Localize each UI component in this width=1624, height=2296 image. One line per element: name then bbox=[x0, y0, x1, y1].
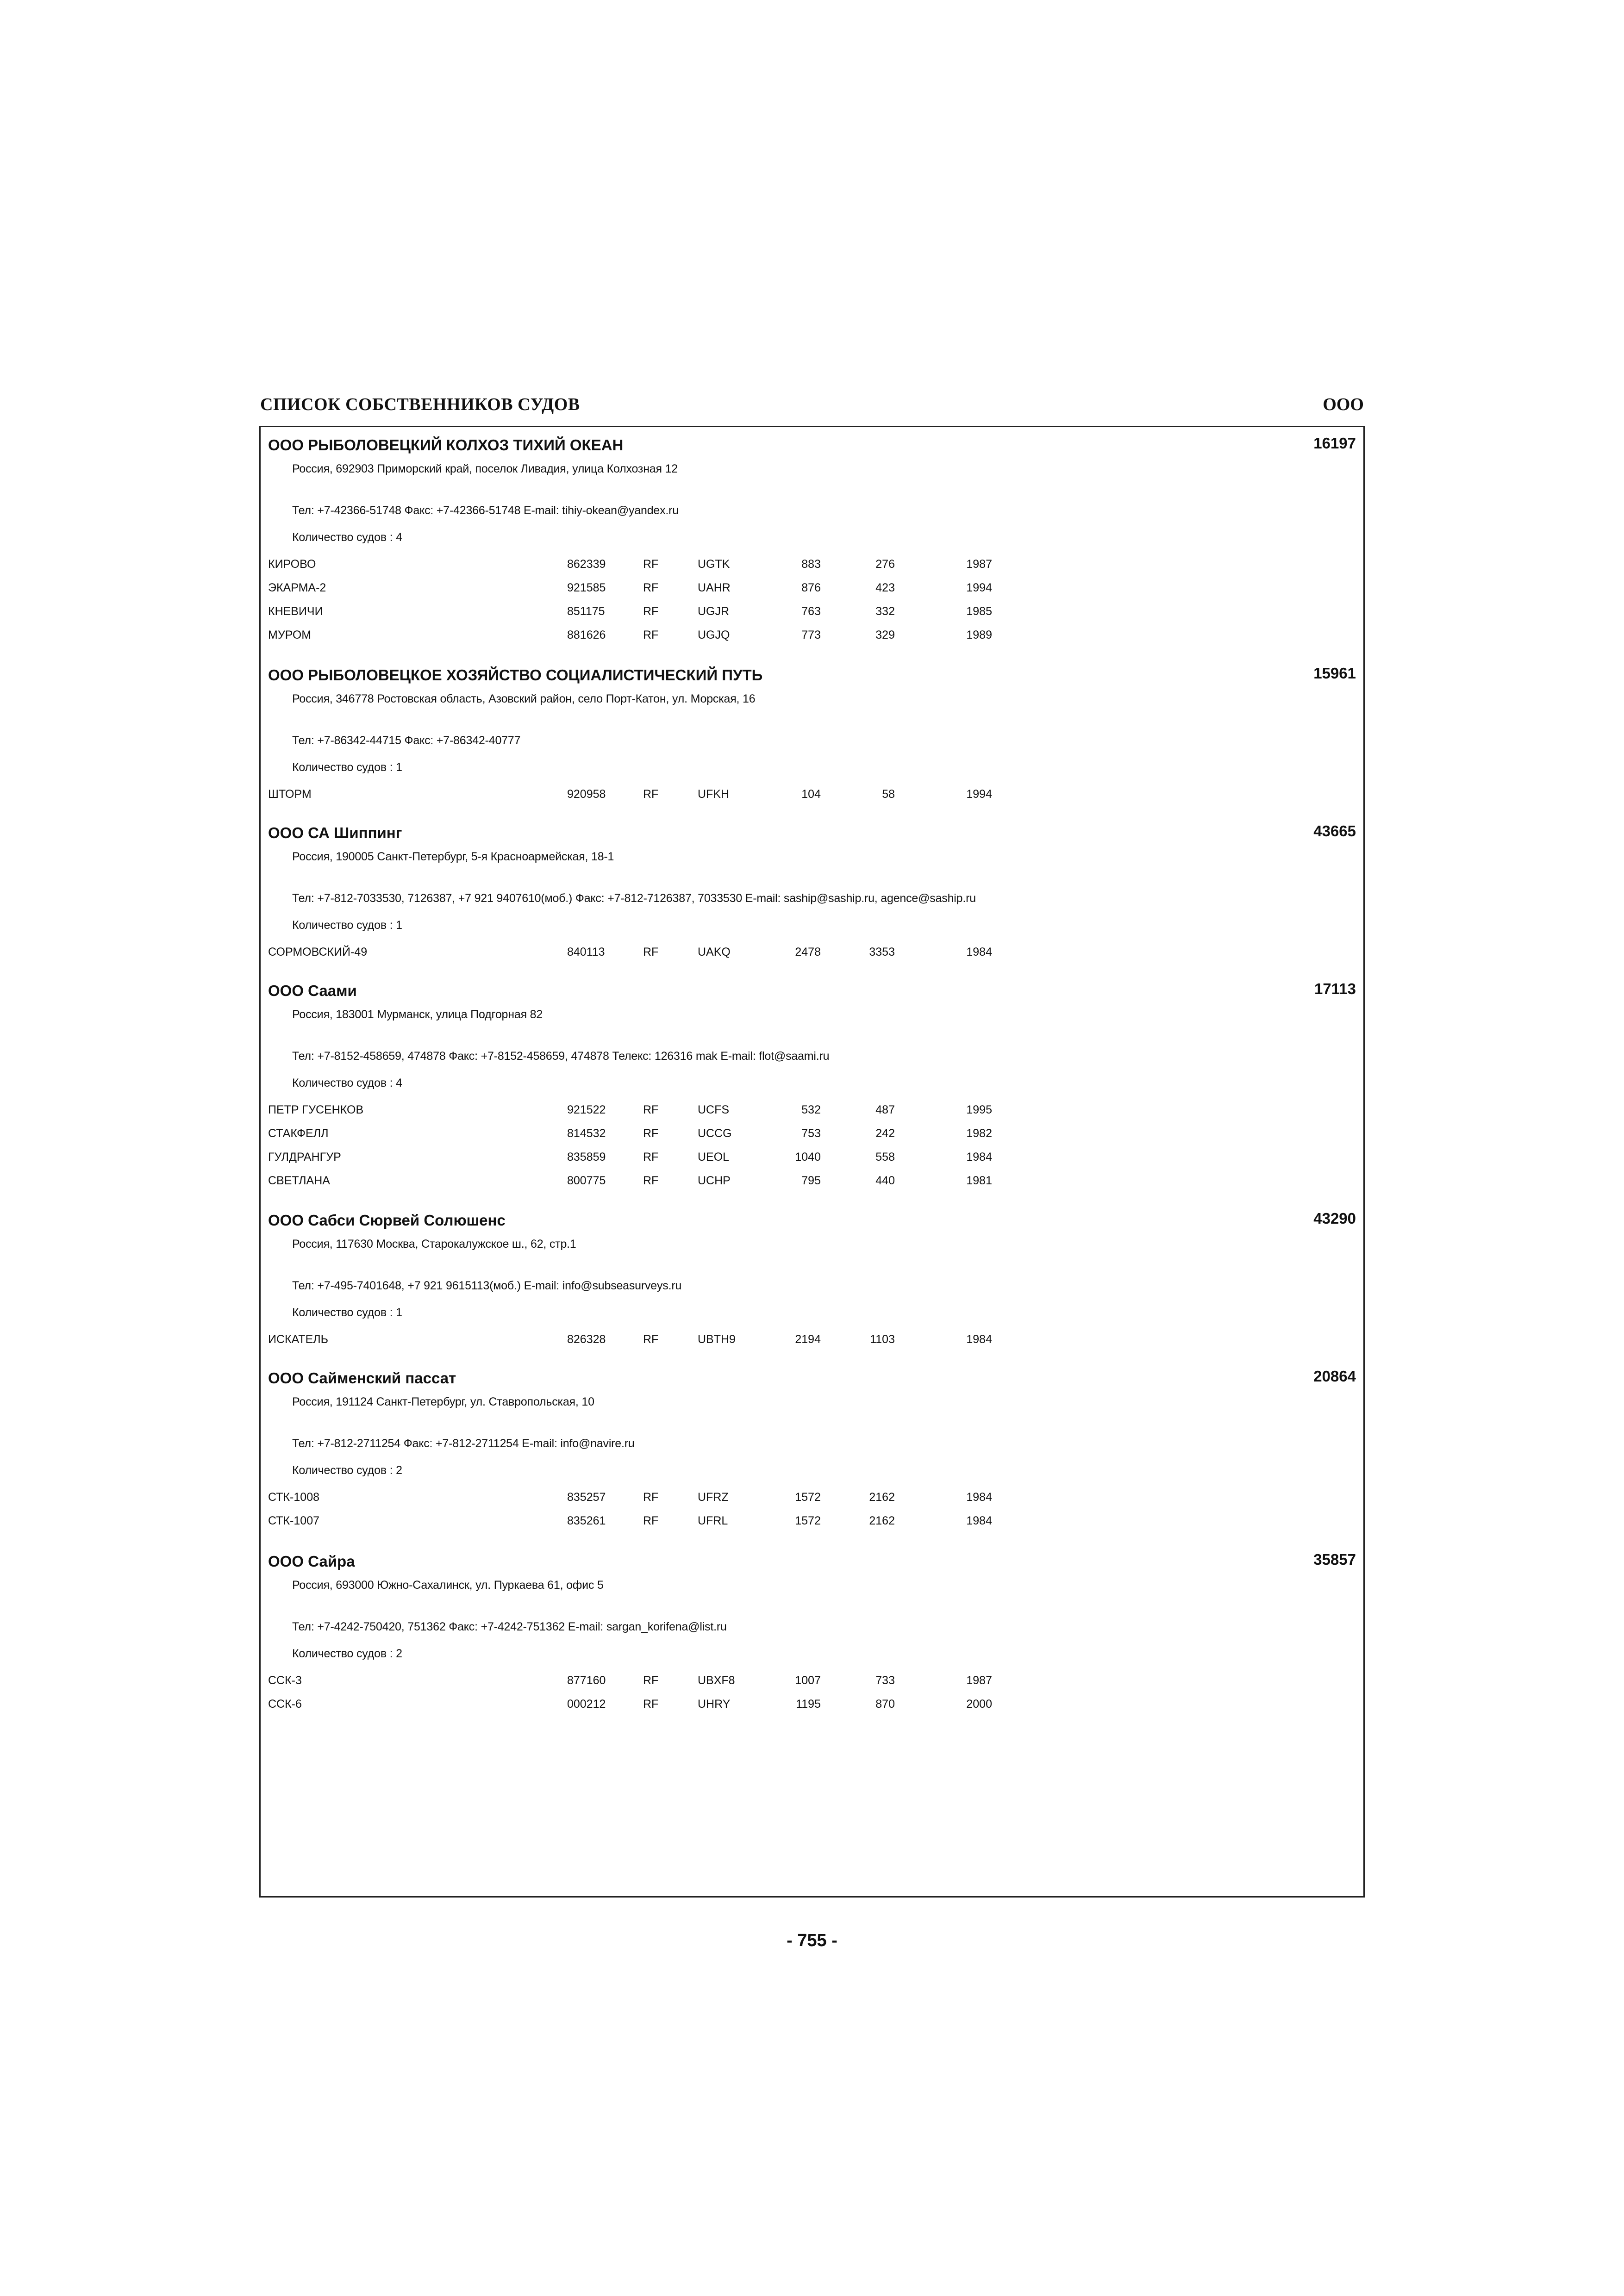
vessel-row bbox=[261, 1698, 1363, 1716]
vessel-imo: 800775 bbox=[567, 1174, 606, 1187]
vessel-callsign: UBXF8 bbox=[698, 1674, 735, 1687]
vessel-imo: 835257 bbox=[567, 1491, 606, 1504]
vessel-count: Количество судов : 1 bbox=[292, 761, 402, 774]
vessel-flag: RF bbox=[643, 628, 659, 641]
vessel-name: ИСКАТЕЛЬ bbox=[268, 1333, 329, 1346]
vessel-row bbox=[261, 1151, 1363, 1169]
vessel-callsign: UEOL bbox=[698, 1151, 730, 1164]
vessel-callsign: UGJQ bbox=[698, 628, 730, 641]
vessel-deadweight: 276 bbox=[875, 558, 895, 571]
vessel-name: ПЕТР ГУСЕНКОВ bbox=[268, 1103, 364, 1116]
vessel-callsign: UHRY bbox=[698, 1698, 731, 1711]
vessel-count: Количество судов : 1 bbox=[292, 919, 402, 932]
owner-address: Россия, 346778 Ростовская область, Азовский район, село Порт-Катон, ул. Морская, 16 bbox=[292, 692, 756, 705]
vessel-build-year: 1994 bbox=[966, 581, 992, 594]
vessel-count: Количество судов : 4 bbox=[292, 531, 402, 544]
vessel-build-year: 1984 bbox=[966, 1151, 992, 1164]
vessel-flag: RF bbox=[643, 946, 659, 958]
owner-address: Россия, 692903 Приморский край, поселок Ливадия, улица Колхозная 12 bbox=[292, 462, 678, 475]
vessel-row bbox=[261, 581, 1363, 600]
vessel-gross-tonnage: 795 bbox=[801, 1174, 821, 1187]
owner-contacts: Тел: +7-42366-51748 Факс: +7-42366-51748 E-mail: tihiy-okean@yandex.ru bbox=[292, 504, 679, 517]
vessel-build-year: 1984 bbox=[966, 1491, 992, 1504]
vessel-row bbox=[261, 1491, 1363, 1509]
vessel-deadweight: 58 bbox=[882, 788, 895, 801]
vessel-deadweight: 440 bbox=[875, 1174, 895, 1187]
vessel-callsign: UCCG bbox=[698, 1127, 732, 1140]
vessel-row bbox=[261, 1174, 1363, 1193]
vessel-callsign: UGTK bbox=[698, 558, 730, 571]
owner-name: ООО Сайра bbox=[268, 1553, 355, 1570]
owner-id: 43665 bbox=[1313, 822, 1356, 840]
vessel-callsign: UFRL bbox=[698, 1514, 728, 1527]
vessel-flag: RF bbox=[643, 605, 659, 618]
vessel-count: Количество судов : 1 bbox=[292, 1306, 402, 1319]
owner-address: Россия, 191124 Санкт-Петербург, ул. Ставропольская, 10 bbox=[292, 1395, 594, 1408]
vessel-name: ЭКАРМА-2 bbox=[268, 581, 326, 594]
vessel-imo: 851175 bbox=[567, 605, 605, 618]
vessel-gross-tonnage: 883 bbox=[801, 558, 821, 571]
vessel-gross-tonnage: 2478 bbox=[795, 946, 821, 958]
owners-frame bbox=[259, 426, 1365, 1898]
owner-id: 16197 bbox=[1313, 435, 1356, 452]
vessel-name: СТК-1008 bbox=[268, 1491, 319, 1504]
owner-name: ООО РЫБОЛОВЕЦКОЕ ХОЗЯЙСТВО СОЦИАЛИСТИЧЕСКИЙ ПУТЬ bbox=[268, 666, 763, 684]
owner-name: ООО РЫБОЛОВЕЦКИЙ КОЛХОЗ ТИХИЙ ОКЕАН bbox=[268, 436, 624, 454]
vessel-flag: RF bbox=[643, 1674, 659, 1687]
vessel-imo: 862339 bbox=[567, 558, 606, 571]
vessel-flag: RF bbox=[643, 1174, 659, 1187]
owner-id: 43290 bbox=[1313, 1210, 1356, 1227]
vessel-build-year: 1984 bbox=[966, 946, 992, 958]
vessel-name: СТК-1007 bbox=[268, 1514, 319, 1527]
vessel-count: Количество судов : 4 bbox=[292, 1076, 402, 1089]
page-header-title: СПИСОК СОБСТВЕННИКОВ СУДОВ bbox=[260, 395, 580, 414]
vessel-flag: RF bbox=[643, 788, 659, 801]
vessel-row bbox=[261, 1514, 1363, 1533]
vessel-deadweight: 1103 bbox=[870, 1333, 895, 1346]
page-number: - 755 - bbox=[787, 1931, 837, 1950]
vessel-flag: RF bbox=[643, 1333, 659, 1346]
owner-id: 20864 bbox=[1313, 1368, 1356, 1385]
vessel-flag: RF bbox=[643, 1151, 659, 1164]
vessel-build-year: 1994 bbox=[966, 788, 992, 801]
vessel-imo: 835859 bbox=[567, 1151, 606, 1164]
vessel-deadweight: 2162 bbox=[869, 1491, 895, 1504]
vessel-deadweight: 733 bbox=[875, 1674, 895, 1687]
vessel-build-year: 1989 bbox=[966, 628, 992, 641]
vessel-gross-tonnage: 753 bbox=[801, 1127, 821, 1140]
vessel-callsign: UBTH9 bbox=[698, 1333, 736, 1346]
vessel-gross-tonnage: 532 bbox=[801, 1103, 821, 1116]
vessel-name: КИРОВО bbox=[268, 558, 316, 571]
vessel-flag: RF bbox=[643, 1103, 659, 1116]
owner-contacts: Тел: +7-4242-750420, 751362 Факс: +7-4242-751362 E-mail: sargan_korifena@list.ru bbox=[292, 1620, 727, 1633]
vessel-imo: 814532 bbox=[567, 1127, 606, 1140]
owner-id: 35857 bbox=[1313, 1551, 1356, 1568]
vessel-flag: RF bbox=[643, 1514, 659, 1527]
vessel-gross-tonnage: 763 bbox=[801, 605, 821, 618]
vessel-build-year: 2000 bbox=[966, 1698, 992, 1711]
vessel-row bbox=[261, 788, 1363, 806]
vessel-imo: 920958 bbox=[567, 788, 606, 801]
vessel-gross-tonnage: 876 bbox=[801, 581, 821, 594]
owner-address: Россия, 183001 Мурманск, улица Подгорная 82 bbox=[292, 1008, 543, 1021]
vessel-row bbox=[261, 605, 1363, 623]
vessel-deadweight: 558 bbox=[875, 1151, 895, 1164]
vessel-count: Количество судов : 2 bbox=[292, 1464, 402, 1477]
vessel-gross-tonnage: 1572 bbox=[795, 1491, 821, 1504]
vessel-flag: RF bbox=[643, 581, 659, 594]
vessel-imo: 921585 bbox=[567, 581, 606, 594]
owner-name: ООО СА Шиппинг bbox=[268, 824, 402, 841]
owner-name: ООО Сайменский пассат bbox=[268, 1369, 456, 1387]
vessel-gross-tonnage: 1040 bbox=[795, 1151, 821, 1164]
page-header-section: ООО bbox=[1323, 395, 1364, 414]
vessel-build-year: 1984 bbox=[966, 1333, 992, 1346]
owner-address: Россия, 117630 Москва, Старокалужское ш., 62, стр.1 bbox=[292, 1238, 576, 1251]
vessel-deadweight: 242 bbox=[875, 1127, 895, 1140]
vessel-gross-tonnage: 1007 bbox=[795, 1674, 821, 1687]
vessel-imo: 826328 bbox=[567, 1333, 606, 1346]
vessel-gross-tonnage: 104 bbox=[801, 788, 821, 801]
vessel-build-year: 1984 bbox=[966, 1514, 992, 1527]
vessel-imo: 000212 bbox=[567, 1698, 606, 1711]
vessel-flag: RF bbox=[643, 1698, 659, 1711]
owner-address: Россия, 190005 Санкт-Петербург, 5-я Красноармейская, 18-1 bbox=[292, 850, 614, 863]
vessel-callsign: UGJR bbox=[698, 605, 730, 618]
vessel-gross-tonnage: 1572 bbox=[795, 1514, 821, 1527]
vessel-name: СВЕТЛАНА bbox=[268, 1174, 330, 1187]
vessel-imo: 881626 bbox=[567, 628, 606, 641]
vessel-name: ССК-6 bbox=[268, 1698, 302, 1711]
owner-contacts: Тел: +7-812-2711254 Факс: +7-812-2711254 E-mail: info@navire.ru bbox=[292, 1437, 635, 1450]
vessel-imo: 921522 bbox=[567, 1103, 606, 1116]
vessel-row bbox=[261, 628, 1363, 647]
vessel-build-year: 1981 bbox=[966, 1174, 992, 1187]
vessel-name: СОРМОВСКИЙ-49 bbox=[268, 946, 368, 958]
owner-contacts: Тел: +7-812-7033530, 7126387, +7 921 9407610(моб.) Факс: +7-812-7126387, 7033530 E-mail: saship@saship.ru, agence@saship.ru bbox=[292, 892, 976, 905]
vessel-count: Количество судов : 2 bbox=[292, 1647, 402, 1660]
vessel-build-year: 1995 bbox=[966, 1103, 992, 1116]
vessel-gross-tonnage: 1195 bbox=[796, 1698, 821, 1711]
vessel-name: СТАКФЕЛЛ bbox=[268, 1127, 329, 1140]
owner-name: ООО Саами bbox=[268, 982, 357, 999]
vessel-deadweight: 2162 bbox=[869, 1514, 895, 1527]
owner-contacts: Тел: +7-495-7401648, +7 921 9615113(моб.) E-mail: info@subseasurveys.ru bbox=[292, 1279, 682, 1292]
vessel-row bbox=[261, 558, 1363, 576]
vessel-callsign: UCFS bbox=[698, 1103, 730, 1116]
vessel-callsign: UFKH bbox=[698, 788, 730, 801]
owner-name: ООО Сабси Сюрвей Солюшенс bbox=[268, 1212, 506, 1229]
vessel-deadweight: 423 bbox=[875, 581, 895, 594]
vessel-row bbox=[261, 1333, 1363, 1351]
vessel-imo: 877160 bbox=[567, 1674, 606, 1687]
vessel-name: ШТОРМ bbox=[268, 788, 312, 801]
owner-id: 15961 bbox=[1313, 665, 1356, 682]
owner-id: 17113 bbox=[1314, 980, 1356, 997]
vessel-build-year: 1987 bbox=[966, 558, 992, 571]
owner-contacts: Тел: +7-86342-44715 Факс: +7-86342-40777 bbox=[292, 734, 521, 747]
vessel-callsign: UFRZ bbox=[698, 1491, 729, 1504]
vessel-deadweight: 3353 bbox=[869, 946, 895, 958]
vessel-build-year: 1985 bbox=[966, 605, 992, 618]
vessel-deadweight: 487 bbox=[875, 1103, 895, 1116]
vessel-imo: 840113 bbox=[567, 946, 605, 958]
vessel-row bbox=[261, 1103, 1363, 1122]
owner-address: Россия, 693000 Южно-Сахалинск, ул. Пуркаева 61, офис 5 bbox=[292, 1579, 604, 1592]
vessel-row bbox=[261, 1674, 1363, 1692]
vessel-row bbox=[261, 1127, 1363, 1145]
vessel-flag: RF bbox=[643, 1127, 659, 1140]
vessel-name: ССК-3 bbox=[268, 1674, 302, 1687]
vessel-deadweight: 870 bbox=[875, 1698, 895, 1711]
vessel-deadweight: 332 bbox=[875, 605, 895, 618]
vessel-deadweight: 329 bbox=[875, 628, 895, 641]
vessel-build-year: 1987 bbox=[966, 1674, 992, 1687]
vessel-name: ГУЛДРАНГУР bbox=[268, 1151, 341, 1164]
vessel-gross-tonnage: 773 bbox=[801, 628, 821, 641]
vessel-build-year: 1982 bbox=[966, 1127, 992, 1140]
vessel-row bbox=[261, 946, 1363, 964]
vessel-callsign: UAHR bbox=[698, 581, 731, 594]
vessel-name: МУРОМ bbox=[268, 628, 312, 641]
vessel-flag: RF bbox=[643, 1491, 659, 1504]
vessel-name: КНЕВИЧИ bbox=[268, 605, 323, 618]
vessel-flag: RF bbox=[643, 558, 659, 571]
vessel-callsign: UCHP bbox=[698, 1174, 731, 1187]
vessel-gross-tonnage: 2194 bbox=[795, 1333, 821, 1346]
owner-contacts: Тел: +7-8152-458659, 474878 Факс: +7-8152-458659, 474878 Телекс: 126316 mak E-mail: flot@saami.ru bbox=[292, 1050, 830, 1063]
vessel-callsign: UAKQ bbox=[698, 946, 731, 958]
vessel-imo: 835261 bbox=[567, 1514, 606, 1527]
